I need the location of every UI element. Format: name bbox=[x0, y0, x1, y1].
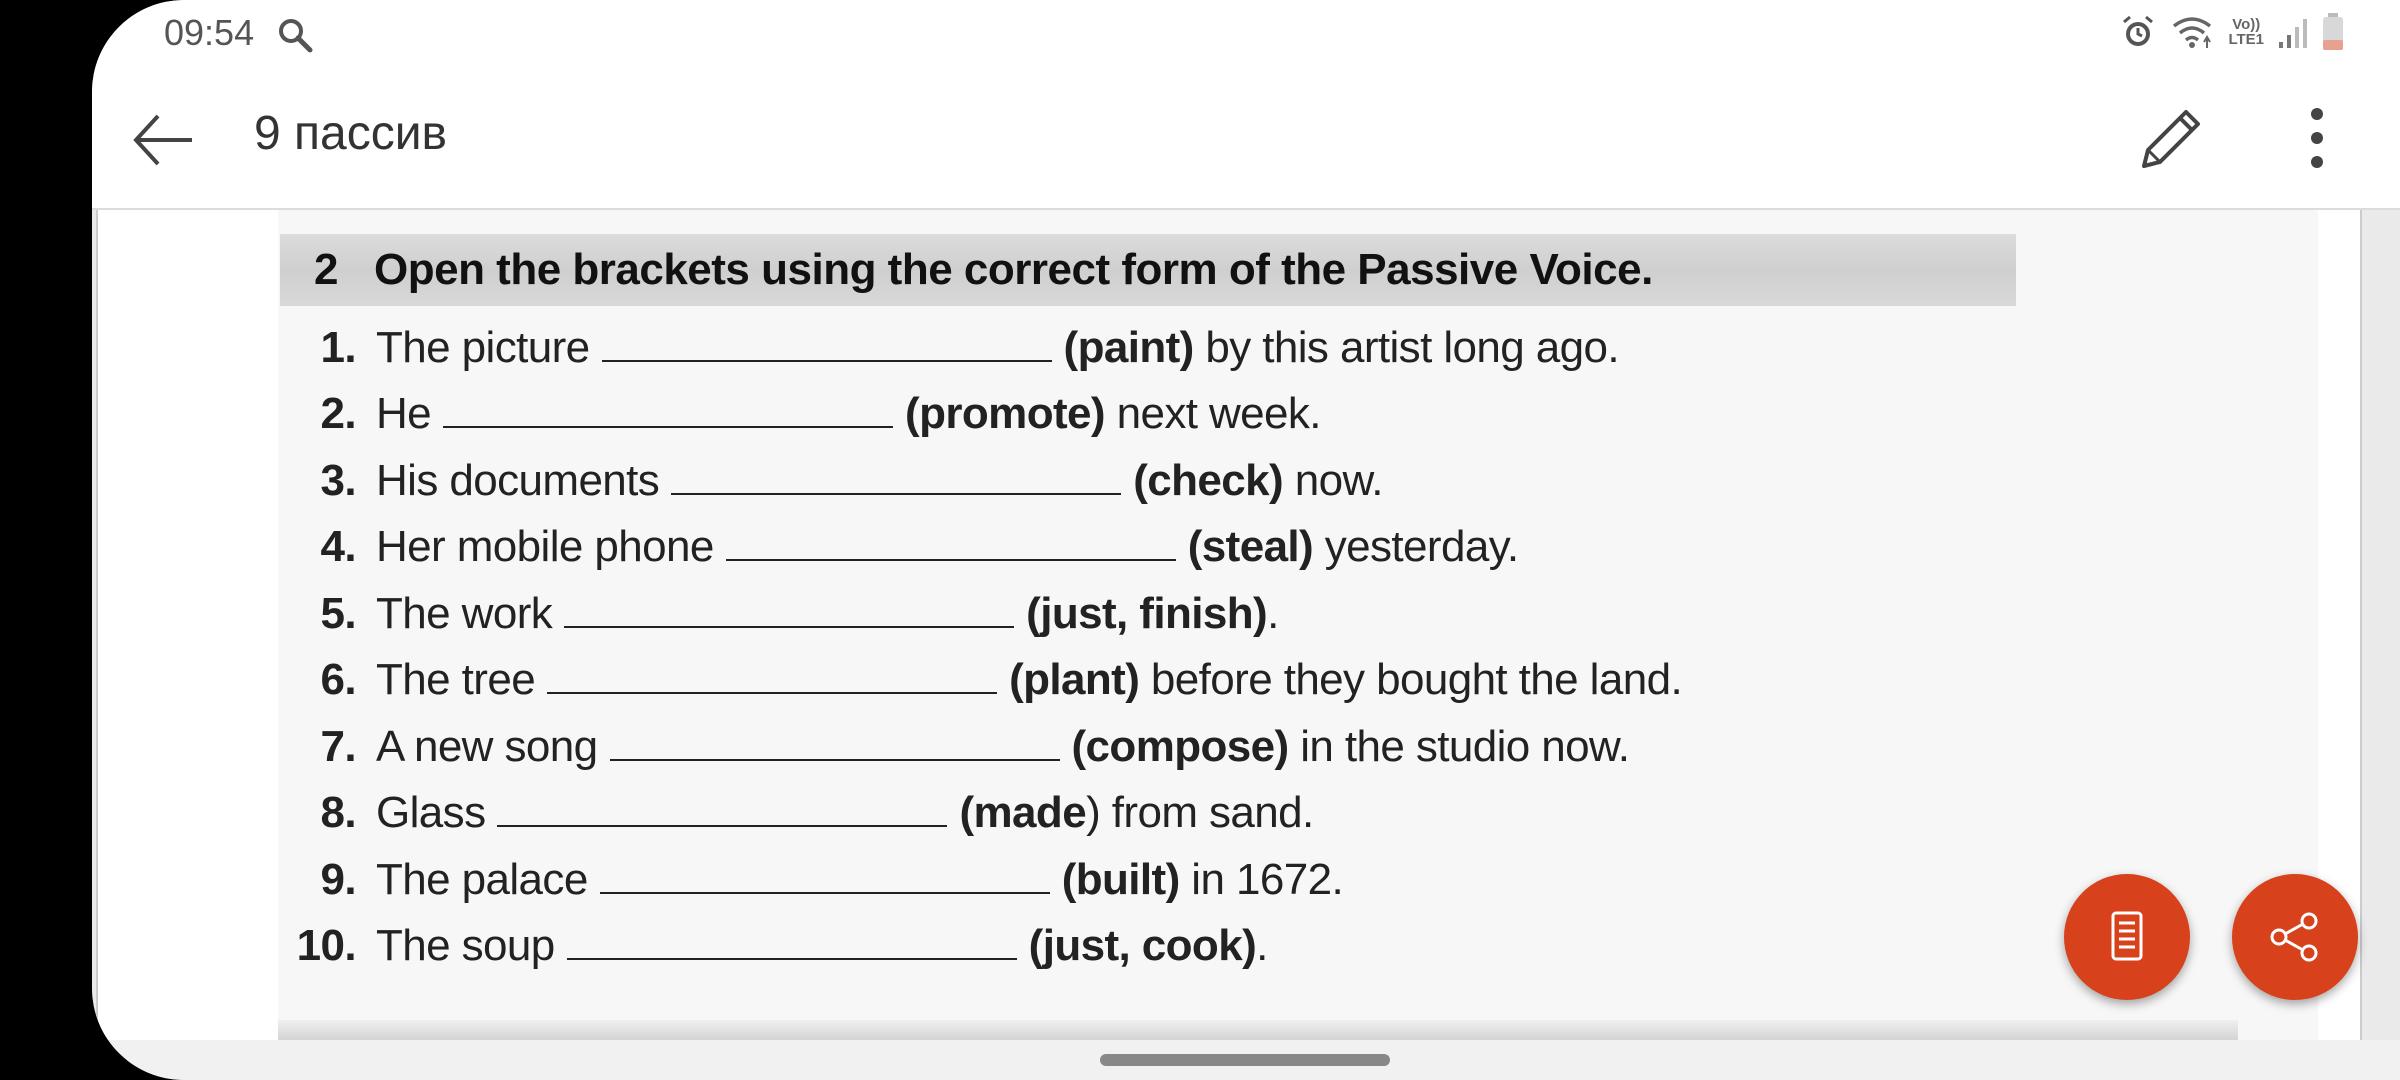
exercise-item bbox=[278, 453, 1383, 513]
status-icons bbox=[2120, 12, 2344, 52]
volte-label: Vo)) bbox=[2232, 16, 2261, 33]
answer-blank bbox=[547, 652, 997, 694]
exercise-item bbox=[278, 852, 1343, 912]
notes-icon bbox=[2097, 907, 2157, 967]
home-indicator[interactable] bbox=[1100, 1054, 1390, 1066]
pencil-icon[interactable] bbox=[2134, 100, 2210, 176]
item-number: 2. bbox=[320, 389, 356, 438]
item-subject: His documents bbox=[376, 456, 660, 505]
item-number: 8. bbox=[320, 788, 356, 837]
item-subject: Glass bbox=[376, 788, 486, 837]
answer-blank bbox=[610, 719, 1060, 761]
item-number: 1. bbox=[320, 323, 356, 372]
arrow-left-icon[interactable] bbox=[128, 104, 200, 176]
item-number: 7. bbox=[320, 722, 356, 771]
item-subject: A new song bbox=[376, 722, 598, 771]
item-number: 5. bbox=[320, 589, 356, 638]
item-rest: in the studio now. bbox=[1288, 722, 1630, 771]
answer-blank bbox=[600, 852, 1050, 894]
item-rest: by this artist long ago. bbox=[1193, 323, 1619, 372]
item-verb-hint: (plant) bbox=[1009, 655, 1140, 704]
item-subject: The tree bbox=[376, 655, 536, 704]
item-rest: . bbox=[1256, 921, 1268, 970]
status-bar bbox=[92, 0, 2400, 68]
answer-blank bbox=[564, 586, 1014, 628]
answer-blank bbox=[726, 519, 1176, 561]
item-verb-hint: (compose) bbox=[1071, 722, 1289, 771]
answer-blank bbox=[443, 386, 893, 428]
item-subject: The palace bbox=[376, 855, 588, 904]
exercise-heading bbox=[280, 234, 2016, 306]
exercise-instruction: Open the brackets using the correct form of the Passive Voice. bbox=[374, 245, 1653, 294]
exercise-item bbox=[278, 320, 1619, 380]
answer-blank bbox=[497, 785, 947, 827]
item-number: 3. bbox=[320, 456, 356, 505]
answer-blank bbox=[671, 453, 1121, 495]
phone-screen bbox=[92, 0, 2400, 1080]
status-time: 09:54 bbox=[164, 12, 255, 53]
exercise-item bbox=[278, 918, 1268, 978]
exercise-item bbox=[278, 519, 1518, 579]
item-rest: ) from sand. bbox=[1086, 788, 1314, 837]
scanned-exercise bbox=[278, 210, 2318, 1040]
exercise-number: 2 bbox=[314, 245, 339, 294]
next-section-edge bbox=[278, 1020, 2238, 1040]
item-subject: The work bbox=[376, 589, 553, 638]
volte-indicator bbox=[2228, 17, 2264, 47]
item-subject: The soup bbox=[376, 921, 555, 970]
item-verb-hint: (just, finish) bbox=[1026, 589, 1268, 638]
more-vertical-icon[interactable] bbox=[2292, 100, 2342, 176]
item-verb-hint: (just, cook) bbox=[1028, 921, 1257, 970]
item-rest: next week. bbox=[1104, 389, 1321, 438]
item-number: 10. bbox=[296, 921, 356, 970]
item-number: 4. bbox=[320, 522, 356, 571]
item-rest: in 1672. bbox=[1179, 855, 1344, 904]
item-verb-hint: (paint) bbox=[1063, 323, 1194, 372]
exercise-item bbox=[278, 652, 1682, 712]
item-subject: He bbox=[376, 389, 432, 438]
document-page bbox=[96, 210, 2362, 1040]
item-number: 9. bbox=[320, 855, 356, 904]
item-verb-hint: (built) bbox=[1061, 855, 1180, 904]
gesture-nav-bar bbox=[92, 1040, 2400, 1080]
exercise-item bbox=[278, 785, 1314, 845]
share-icon bbox=[2265, 907, 2325, 967]
item-rest: before they bought the land. bbox=[1139, 655, 1683, 704]
app-bar bbox=[92, 68, 2400, 210]
exercise-item bbox=[278, 586, 1279, 646]
answer-blank bbox=[567, 918, 1017, 960]
item-verb-hint: (steal) bbox=[1187, 522, 1314, 571]
battery-icon bbox=[2322, 13, 2344, 51]
item-subject: The picture bbox=[376, 323, 590, 372]
item-rest: now. bbox=[1283, 456, 1383, 505]
exercise-item bbox=[278, 386, 1321, 446]
signal-icon bbox=[2278, 14, 2308, 50]
item-verb-hint: (promote) bbox=[905, 389, 1105, 438]
item-verb-hint: (check) bbox=[1133, 456, 1284, 505]
wifi-icon bbox=[2170, 14, 2214, 50]
notes-button[interactable] bbox=[2064, 874, 2190, 1000]
share-button[interactable] bbox=[2232, 874, 2358, 1000]
item-rest: yesterday. bbox=[1313, 522, 1519, 571]
item-rest: . bbox=[1267, 589, 1279, 638]
exercise-item bbox=[278, 719, 1629, 779]
search-icon bbox=[276, 16, 314, 54]
item-verb-hint: (made bbox=[959, 788, 1087, 837]
document-viewer[interactable] bbox=[92, 210, 2400, 1040]
item-subject: Her mobile phone bbox=[376, 522, 714, 571]
lte-label: LTE1 bbox=[2228, 31, 2264, 48]
alarm-icon bbox=[2120, 14, 2156, 50]
page-title: 9 пассив bbox=[254, 107, 448, 160]
answer-blank bbox=[602, 320, 1052, 362]
item-number: 6. bbox=[320, 655, 356, 704]
